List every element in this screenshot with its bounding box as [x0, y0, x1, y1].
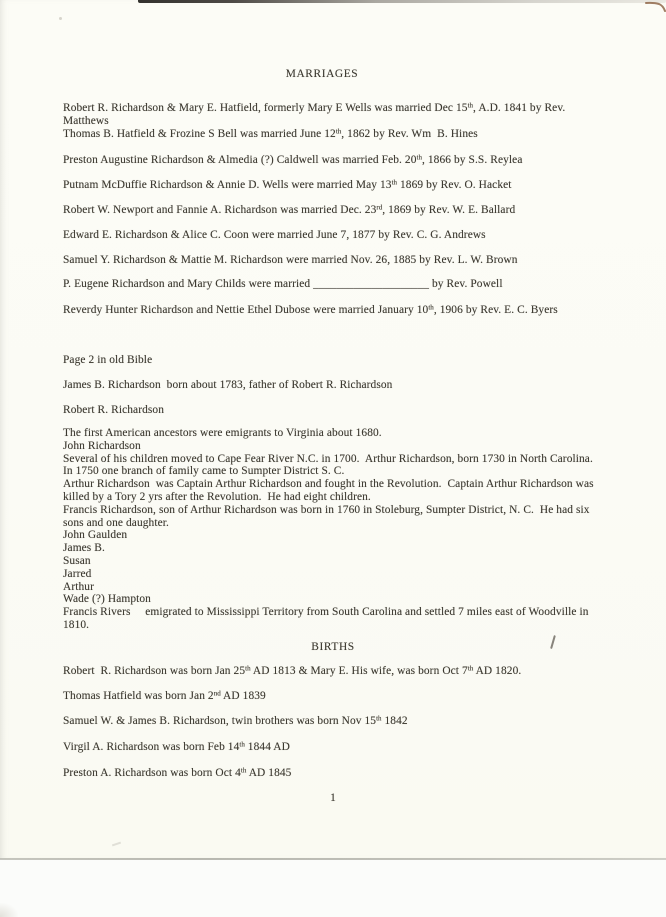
history-line: Francis Richardson, son of Arthur Richardson was born in 1760 in Stoleburg, Sumpter District, N. C. He had six [63, 503, 590, 516]
history-line: 1810. [63, 618, 90, 631]
marriage-record [63, 179, 512, 192]
record-line: Edward E. Richardson & Alice C. Coon were married June 7, 1877 by Rev. C. G. Andrews [63, 229, 486, 241]
marriage-record [63, 229, 486, 242]
record-line: Robert R. Richardson & Mary E. Hatfield, formerly Mary E Wells was married Dec 15th, A.D. 1841 by Rev. [63, 101, 566, 114]
birth-record [63, 741, 290, 754]
history-line: Francis Rivers emigrated to Mississippi Territory from South Carolina and settled 7 miles east of Woodville in [63, 606, 589, 619]
marriage-record [63, 204, 515, 217]
paper-bottom-edge [0, 858, 666, 860]
birth-record [63, 767, 291, 780]
record-line: Robert R. Richardson was born Jan 25th AD 1813 & Mary E. His wife, was born Oct 7th AD 1820. [63, 664, 522, 677]
history-line: Arthur [63, 580, 94, 593]
page-corner-curl-mark [644, 0, 666, 12]
marriage-record [63, 154, 522, 167]
record-line: Putnam McDuffie Richardson & Annie D. Wells were married May 13th 1869 by Rev. O. Hacket [63, 178, 512, 191]
family-history-paragraph [63, 427, 594, 632]
marriage-record [63, 304, 558, 317]
page-number: 1 [330, 792, 336, 804]
marriage-record [63, 278, 503, 291]
marriage-record [63, 102, 565, 140]
marriages-heading: MARRIAGES [285, 68, 359, 80]
history-line: In 1750 one branch of family came to Sumpter District S. C. [63, 465, 345, 478]
scan-top-edge-artifact [138, 0, 666, 3]
history-line: John Gaulden [63, 529, 128, 542]
record-line: Thomas B. Hatfield & Frozine S Bell was married June 12th, 1862 by Rev. Wm B. Hines [63, 127, 478, 140]
bible-page-reference [63, 354, 152, 367]
history-line: Jarred [63, 567, 92, 580]
record-line: Preston A. Richardson was born Oct 4th AD 1845 [63, 766, 292, 779]
history-line: killed by a Tory 2 yrs after the Revolution. He had eight children. [63, 490, 371, 503]
scan-corner-shade [0, 903, 18, 917]
history-line: Several of his children moved to Cape Fear River N.C. in 1700. Arthur Richardson, born 1730 in North Carolina. [63, 452, 593, 465]
record-line: Samuel W. & James B. Richardson, twin brothers was born Nov 15th 1842 [63, 714, 408, 727]
record-line: Virgil A. Richardson was born Feb 14th 1844 AD [63, 740, 290, 753]
record-line: Samuel Y. Richardson & Mattie M. Richardson were married Nov. 26, 1885 by Rev. L. W. Brown [63, 254, 518, 266]
birth-record [63, 690, 266, 703]
record-line: Thomas Hatfield was born Jan 2nd AD 1839 [63, 689, 266, 702]
marriage-record [63, 254, 518, 267]
births-heading: BIRTHS [311, 641, 355, 653]
history-line: Arthur Richardson was Captain Arthur Richardson and fought in the Revolution. Captain Arthur Richardson was [63, 478, 594, 491]
record-line: Preston Augustine Richardson & Almedia (?) Caldwell was married Feb. 20th, 1866 by S.S. Reylea [63, 153, 523, 166]
history-line: The first American ancestors were emigrants to Virginia about 1680. [63, 427, 382, 439]
birth-record [63, 715, 408, 728]
note-line: James B. Richardson born about 1783, father of Robert R. Richardson [63, 379, 393, 391]
bible-note [63, 379, 392, 392]
scan-dot-artifact [59, 17, 62, 20]
note-line: Robert R. Richardson [63, 404, 165, 416]
record-line: P. Eugene Richardson and Mary Childs were married ____________________ by Rev. Powell [63, 278, 503, 290]
history-line: John Richardson [63, 439, 141, 452]
record-line: Reverdy Hunter Richardson and Nettie Ethel Dubose were married January 10th, 1906 by Rev. E. C. Byers [63, 303, 558, 316]
history-line: sons and one daughter. [63, 516, 169, 529]
history-line: Wade (?) Hampton [63, 593, 151, 606]
note-line: Page 2 in old Bible [63, 354, 153, 366]
birth-record [63, 665, 521, 678]
bible-note [63, 404, 164, 417]
record-line: Robert W. Newport and Fannie A. Richardson was married Dec. 23rd, 1869 by Rev. W. E. Ballard [63, 203, 516, 216]
history-line: Susan [63, 554, 91, 567]
record-line: Matthews [63, 114, 109, 127]
history-line: James B. [63, 542, 105, 555]
